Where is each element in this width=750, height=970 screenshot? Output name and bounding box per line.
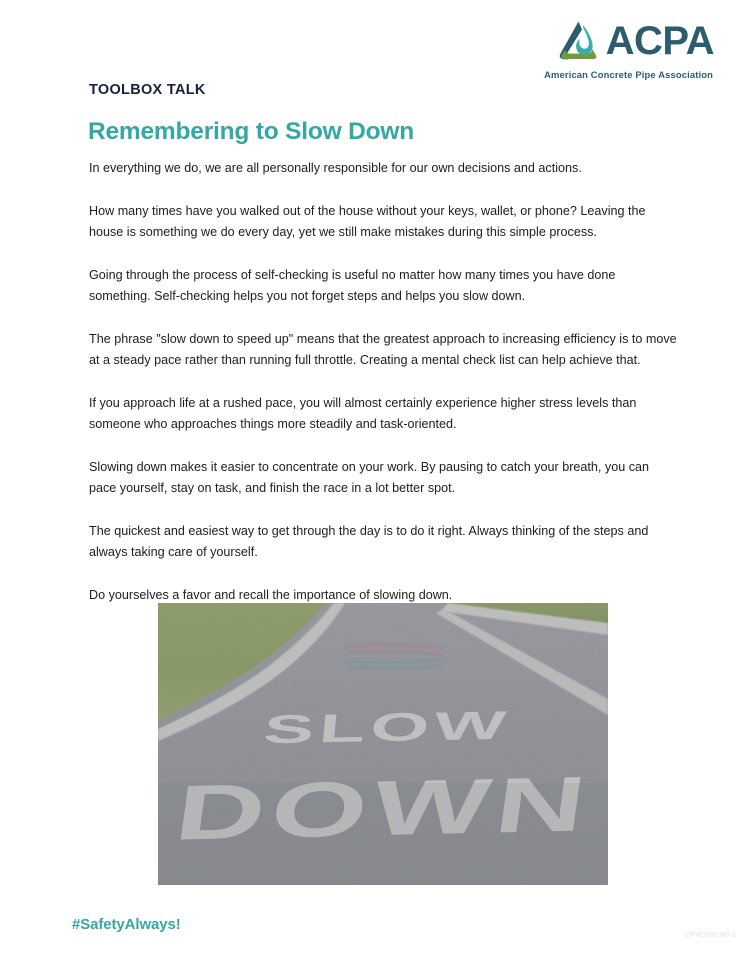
toolbox-talk-kicker: TOOLBOX TALK [89,82,206,98]
body-paragraph: In everything we do, we are all personally responsible for our own decisions and actions. [89,161,582,175]
body-paragraph: Slowing down makes it easier to concentrate on your work. By pausing to catch your breath, you can pace yourself, stay on task, and finish the race in a lot better spot. [89,460,650,495]
body-paragraph: Do yourselves a favor and recall the importance of slowing down. [89,588,453,602]
acpa-logo [532,18,714,84]
body-paragraph: If you approach life at a rushed pace, you will almost certainly experience higher stress levels than someone who approaches things more steadily and task-oriented. [89,396,637,431]
document-code: CPHOGN060-1 [685,932,736,939]
body-paragraph: The quickest and easiest way to get through the day is to do it right. Always thinking of the steps and always taking care of yourself. [89,524,649,559]
body-paragraph: The phrase "slow down to speed up" means that the greatest approach to increasing efficiency is to move at a steady pace rather than running full throttle. Creating a mental check list can help achieve that. [89,332,677,367]
slow-down-road-photo [158,603,608,885]
acpa-triangle-leaf-icon [556,19,602,63]
body-copy [89,158,679,628]
logo-row [532,18,714,64]
acpa-wordmark: ACPA [605,19,714,63]
safety-hashtag: #SafetyAlways! [72,916,181,933]
body-paragraph: How many times have you walked out of the house without your keys, wallet, or phone? Leaving the house is something we do every day, yet we still make mistakes during this simple process. [89,204,646,239]
acpa-tagline: American Concrete Pipe Association [544,69,713,80]
body-paragraph: Going through the process of self-checking is useful no matter how many times you have done something. Self-checking helps you not forget steps and helps you slow down. [89,268,616,303]
page-title: Remembering to Slow Down [88,118,414,146]
